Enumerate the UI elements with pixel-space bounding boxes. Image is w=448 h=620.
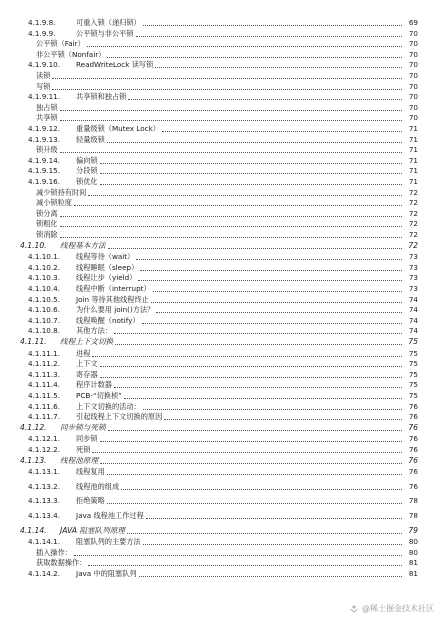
dot-leader [142, 323, 402, 324]
toc-entry-number: 4.1.13.3. [28, 496, 61, 506]
toc-entry-number: 4.1.9.8. [28, 18, 56, 27]
toc-entry[interactable] [0, 103, 448, 113]
toc-entry[interactable] [0, 39, 448, 49]
toc-entry-number: 4.1.11. [20, 337, 47, 346]
toc-entry[interactable] [0, 569, 448, 579]
toc-entry[interactable] [0, 209, 448, 219]
dot-leader [139, 576, 402, 577]
toc-entry[interactable] [0, 511, 448, 521]
toc-entry-title: 轻量级锁 [76, 134, 105, 144]
toc-entry-number: 4.1.13. [20, 455, 47, 465]
toc-entry-page: 75 [408, 337, 418, 346]
toc-entry-number: 4.1.10.3. [28, 273, 61, 283]
toc-entry-page: 69 [408, 18, 418, 27]
toc-entry-title: 获取数据操作： [36, 558, 87, 568]
toc-entry[interactable] [0, 29, 448, 39]
toc-entry-page: 73 [408, 252, 418, 262]
toc-entry-title: 插入操作： [36, 547, 72, 557]
toc-entry-number: 4.1.14.1. [28, 537, 61, 547]
toc-entry-page: 79 [408, 525, 418, 535]
toc-entry[interactable] [0, 82, 448, 92]
toc-entry-number: 4.1.10.6. [28, 305, 61, 315]
toc-entry-page: 78 [408, 511, 418, 520]
toc-entry-title: 线程中断（interrupt） [76, 284, 151, 293]
toc-entry-page: 78 [408, 496, 418, 506]
toc-entry-title: 程序计数器 [76, 380, 112, 390]
dot-leader [151, 302, 402, 303]
toc-entry-title: 拒绝策略 [76, 496, 105, 506]
dot-leader [92, 356, 402, 357]
toc-entry-title: 读锁 [36, 71, 51, 80]
toc-entry-number: 4.1.13.1. [28, 467, 61, 477]
toc-entry-number: 4.1.11.2. [28, 359, 61, 369]
watermark-text: @稀土掘金技术社区 [362, 604, 434, 613]
toc-entry[interactable] [0, 482, 448, 492]
toc-entry-page: 71 [408, 134, 418, 144]
dot-leader [107, 142, 402, 143]
dot-leader [107, 57, 402, 58]
toc-entry[interactable] [0, 60, 448, 70]
toc-entry-number: 4.1.9.11. [28, 92, 61, 102]
toc-entry[interactable] [0, 412, 448, 422]
toc-entry-page: 75 [408, 380, 418, 390]
toc-entry[interactable] [0, 496, 448, 506]
toc-entry[interactable] [0, 467, 448, 477]
toc-entry-page: 72 [408, 198, 418, 208]
toc-entry-page: 73 [408, 284, 418, 293]
toc-entry-title: 锁粗化 [36, 219, 58, 229]
toc-entry-title: 寄存器 [76, 369, 98, 379]
toc-entry[interactable] [0, 71, 448, 81]
dot-leader [88, 195, 402, 196]
dot-leader [92, 452, 402, 453]
toc-entry[interactable] [0, 252, 448, 262]
toc-entry-title: Java 线程池工作过程 [76, 511, 144, 520]
toc-entry-page: 70 [408, 81, 418, 91]
dot-leader [143, 25, 402, 26]
dot-leader [155, 67, 402, 68]
toc-entry-number: 4.1.10.8. [28, 326, 61, 336]
dot-leader [128, 99, 402, 100]
toc-entry[interactable] [0, 423, 448, 433]
toc-entry-title: 其他方法： [76, 326, 112, 336]
dot-leader [108, 248, 402, 249]
dot-leader [164, 419, 402, 420]
toc-entry[interactable] [0, 135, 448, 145]
toc-entry[interactable] [0, 273, 448, 283]
toc-entry-number: 4.1.11.7. [28, 412, 61, 422]
toc-entry-title: PCB-“切换桢” [76, 391, 122, 400]
toc-entry[interactable] [0, 50, 448, 60]
toc-entry[interactable] [0, 337, 448, 347]
toc-entry-title: 分段锁 [76, 166, 98, 176]
toc-entry[interactable] [0, 156, 448, 166]
toc-entry-number: 4.1.11.1. [28, 348, 61, 358]
toc-entry-page: 81 [408, 569, 418, 578]
toc-entry-title: 进程 [76, 348, 91, 358]
toc-entry-page: 71 [408, 155, 418, 165]
dot-leader [60, 120, 402, 121]
toc-entry-title: 减小锁粒度 [36, 198, 72, 208]
toc-entry[interactable] [0, 219, 448, 229]
toc-entry-title: 公平锁（Fair） [36, 39, 85, 49]
toc-entry-title: 独占锁 [36, 102, 58, 112]
toc-entry[interactable] [0, 402, 448, 412]
toc-entry-title: 锁分离 [36, 208, 58, 218]
toc-entry-page: 76 [408, 455, 418, 465]
toc-entry-page: 76 [408, 422, 418, 432]
toc-entry-page: 81 [408, 558, 418, 568]
toc-entry-number: 4.1.14. [20, 525, 47, 535]
dot-leader [114, 333, 402, 334]
dot-leader [124, 398, 402, 399]
dot-leader [108, 430, 402, 431]
dot-leader [100, 377, 402, 378]
toc-entry-title: ReadWriteLock 读写锁 [76, 60, 154, 70]
toc-entry-page: 72 [408, 240, 418, 250]
toc-entry-title: 线程等待（wait） [76, 252, 135, 262]
toc-entry-page: 73 [408, 262, 418, 272]
toc-entry-page: 75 [408, 391, 418, 400]
toc-entry-number: 4.1.14.2. [28, 569, 61, 578]
toc-entry-title: 偏向锁 [76, 155, 98, 165]
toc-entry-page: 80 [408, 547, 418, 557]
toc-entry-page: 76 [408, 445, 418, 454]
toc-entry[interactable] [0, 124, 448, 134]
toc-entry[interactable] [0, 18, 448, 28]
toc-entry[interactable] [0, 526, 448, 536]
toc-entry-page: 72 [408, 219, 418, 229]
dot-leader [115, 344, 402, 345]
toc-entry-title: Java 中的阻塞队列 [76, 569, 137, 578]
toc-entry-number: 4.1.11.6. [28, 401, 61, 411]
dot-leader [100, 463, 402, 464]
toc-entry-number: 4.1.10.5. [28, 294, 61, 304]
dot-leader [153, 291, 402, 292]
toc-entry[interactable] [0, 295, 448, 305]
toc-entry-page: 72 [408, 230, 418, 239]
toc-entry-number: 4.1.9.15. [28, 166, 61, 176]
watermark [349, 603, 434, 614]
toc-entry-number: 4.1.9.13. [28, 134, 61, 144]
toc-entry-page: 71 [408, 177, 418, 186]
toc-entry-title: JAVA 阻塞队列原理 [60, 525, 125, 535]
dot-leader [114, 387, 402, 388]
toc-entry-title: 线程让步（yield） [76, 273, 137, 283]
toc-entry-number: 4.1.9.16. [28, 177, 61, 186]
dot-leader [87, 46, 402, 47]
dot-leader [100, 184, 402, 185]
toc-entry[interactable] [0, 188, 448, 198]
toc-entry[interactable] [0, 284, 448, 294]
toc-entry-title: 公平锁与非公平锁 [76, 28, 134, 38]
toc-entry-title: 线程基本方法 [60, 240, 106, 250]
dot-leader [127, 533, 402, 534]
toc-entry-number: 4.1.9.9. [28, 28, 56, 38]
toc-entry[interactable] [0, 558, 448, 568]
toc-entry-title: 锁升级 [36, 145, 58, 155]
toc-entry-page: 70 [408, 102, 418, 112]
dot-leader [100, 441, 402, 442]
dot-leader [74, 555, 402, 556]
toc-entry-page: 75 [408, 348, 418, 358]
toc-entry-number: 4.1.10.7. [28, 315, 61, 325]
toc-entry[interactable] [0, 230, 448, 240]
toc-entry[interactable] [0, 370, 448, 380]
dot-leader [52, 78, 402, 79]
toc-entry-number: 4.1.10.1. [28, 252, 61, 262]
dot-leader [60, 110, 402, 111]
dot-leader [100, 366, 402, 367]
toc-entry-title: 线程池原理 [60, 455, 98, 465]
dot-leader [107, 503, 402, 504]
toc-entry-title: 死锁 [76, 445, 91, 454]
toc-entry-title: Join 等待其他线程终止 [76, 294, 149, 304]
toc-entry-page: 75 [408, 359, 418, 369]
toc-entry-title: 上下文切换的活动： [76, 401, 141, 411]
toc-entry[interactable] [0, 305, 448, 315]
toc-entry[interactable] [0, 326, 448, 336]
toc-entry[interactable] [0, 177, 448, 187]
toc-entry-page: 80 [408, 537, 418, 547]
toc-entry-number: 4.1.9.12. [28, 124, 61, 133]
toc-entry-page: 76 [408, 412, 418, 422]
dot-leader [136, 36, 402, 37]
toc-entry-title: 写锁 [36, 81, 51, 91]
dot-leader [121, 489, 402, 490]
dot-leader [60, 226, 402, 227]
toc-entry-title: 线程复用 [76, 467, 105, 477]
toc-entry-page: 70 [408, 113, 418, 123]
dot-leader [100, 163, 402, 164]
toc-entry-page: 76 [408, 467, 418, 477]
toc-entry-number: 4.1.10.4. [28, 284, 61, 293]
dot-leader [60, 216, 402, 217]
toc-entry-number: 4.1.11.5. [28, 391, 61, 400]
toc-entry-title: 减少锁持有时间 [36, 187, 87, 197]
dot-leader [138, 280, 402, 281]
toc-entry-page: 71 [408, 145, 418, 155]
toc-entry-title: 线程池的组成 [76, 481, 120, 491]
dot-leader [88, 565, 402, 566]
toc-entry-page: 74 [408, 305, 418, 315]
toc-entry-title: 同步锁 [76, 434, 98, 444]
toc-entry[interactable] [0, 380, 448, 390]
dot-leader [143, 544, 402, 545]
toc-entry-page: 76 [408, 481, 418, 491]
toc-entry-title: 共享锁 [36, 113, 58, 123]
toc-entry-page: 74 [408, 326, 418, 336]
dot-leader [107, 474, 402, 475]
toc-entry[interactable] [0, 241, 448, 251]
juejin-logo-icon [349, 604, 359, 614]
toc-entry[interactable] [0, 113, 448, 123]
toc-entry-title: 同步锁与死锁 [60, 422, 106, 432]
toc-entry-number: 4.1.10.2. [28, 262, 61, 272]
toc-entry[interactable] [0, 145, 448, 155]
toc-entry-title: 上下文 [76, 359, 98, 369]
toc-entry[interactable] [0, 92, 448, 102]
toc-entry[interactable] [0, 391, 448, 401]
dot-leader [143, 409, 402, 410]
toc-entry-page: 76 [408, 434, 418, 444]
toc-entry[interactable] [0, 316, 448, 326]
toc-entry-page: 74 [408, 315, 418, 325]
toc-entry-title: 锁优化 [76, 177, 98, 186]
dot-leader [162, 131, 402, 132]
toc-entry[interactable] [0, 537, 448, 547]
toc-entry-page: 71 [408, 166, 418, 176]
dot-leader [100, 173, 402, 174]
toc-entry-number: 4.1.9.14. [28, 155, 61, 165]
toc-entry-title: 可重入锁（递归锁） [76, 18, 141, 27]
toc-entry-number: 4.1.12.1. [28, 434, 61, 444]
dot-leader [74, 205, 402, 206]
toc-entry-title: 共享锁和独占锁 [76, 92, 127, 102]
toc-entry-page: 70 [408, 49, 418, 59]
toc-entry-number: 4.1.11.4. [28, 380, 61, 390]
dot-leader [136, 259, 402, 260]
toc-entry-title: 为什么要用 join()方法？ [76, 305, 155, 315]
toc-entry-number: 4.1.12. [20, 422, 47, 432]
toc-entry[interactable] [0, 434, 448, 444]
toc-entry-title: 非公平锁（Nonfair） [36, 49, 106, 59]
toc-entry-title: 线程唤醒（notify） [76, 315, 140, 325]
toc-entry-page: 72 [408, 187, 418, 197]
toc-entry[interactable] [0, 263, 448, 273]
toc-entry-title: 锁消除 [36, 230, 58, 239]
toc-entry-page: 71 [408, 124, 418, 133]
toc-entry-page: 73 [408, 273, 418, 283]
toc-entry-page: 70 [408, 92, 418, 102]
toc-entry[interactable] [0, 359, 448, 369]
dot-leader [60, 237, 402, 238]
toc-entry[interactable] [0, 456, 448, 466]
toc-entry[interactable] [0, 166, 448, 176]
toc-entry-page: 70 [408, 60, 418, 70]
toc-entry-page: 70 [408, 28, 418, 38]
toc-entry[interactable] [0, 349, 448, 359]
toc-entry-number: 4.1.13.4. [28, 511, 61, 520]
toc-entry-page: 70 [408, 71, 418, 80]
toc-entry-title: 引起线程上下文切换的原因 [76, 412, 163, 422]
dot-leader [146, 518, 402, 519]
dot-leader [140, 270, 402, 271]
toc-entry-page: 74 [408, 294, 418, 304]
dot-leader [156, 312, 402, 313]
toc-entry-title: 线程睡眠（sleep） [76, 262, 139, 272]
dot-leader [52, 89, 402, 90]
toc-entry-page: 76 [408, 401, 418, 411]
toc-entry-title: 重量级锁（Mutex Lock） [76, 124, 160, 133]
toc-entry-number: 4.1.13.2. [28, 481, 61, 491]
dot-leader [60, 152, 402, 153]
toc-entry[interactable] [0, 445, 448, 455]
toc-entry-title: 阻塞队列的主要方法 [76, 537, 141, 547]
toc-entry-number: 4.1.12.2. [28, 445, 61, 454]
toc-entry-page: 75 [408, 369, 418, 379]
toc-entry-page: 72 [408, 208, 418, 218]
toc-entry[interactable] [0, 548, 448, 558]
toc-entry-page: 70 [408, 39, 418, 49]
toc-entry[interactable] [0, 198, 448, 208]
toc-entry-number: 4.1.11.3. [28, 369, 61, 379]
toc-entry-number: 4.1.9.10. [28, 60, 61, 70]
toc-entry-number: 4.1.10. [20, 240, 47, 250]
toc-entry-title: 线程上下文切换 [60, 337, 114, 346]
